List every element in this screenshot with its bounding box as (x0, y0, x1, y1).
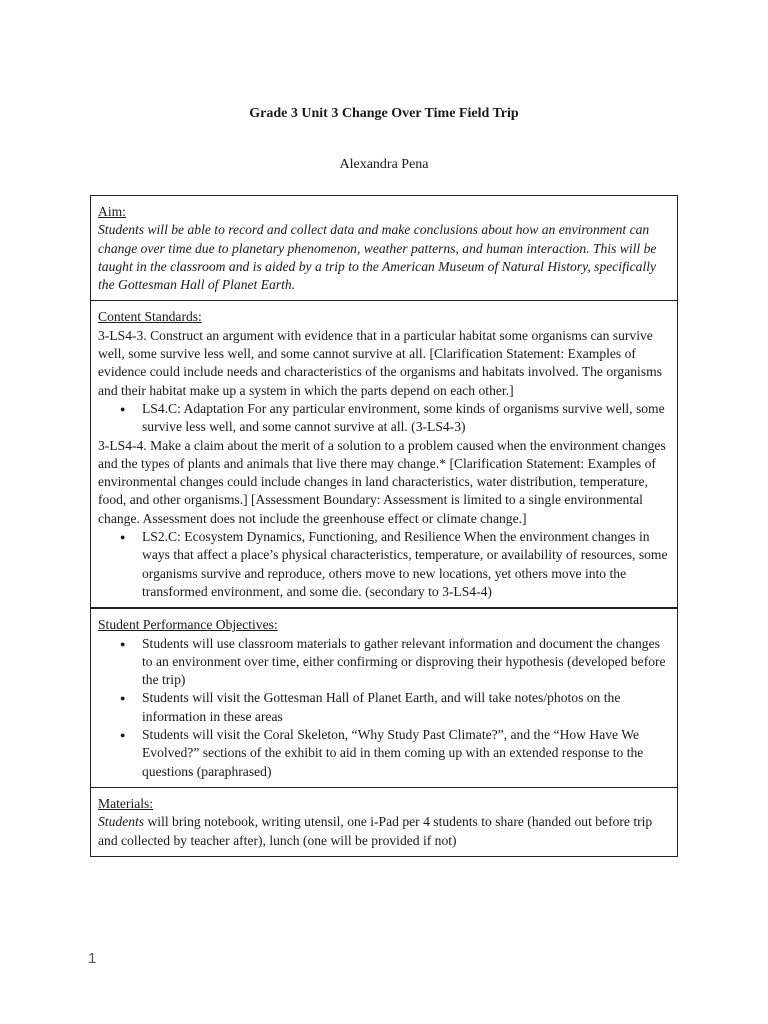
list-item: ● Students will visit the Coral Skeleton, “Why Study Past Climate?”, and the “How Have We Evolved?” sections of the exhibit to aid in them coming up with an extended response to the questions (paraphrased) (142, 726, 670, 781)
objectives-list (98, 635, 670, 781)
list-item: ● LS2.C: Ecosystem Dynamics, Functioning, and Resilience When the environment changes in ways that affect a place’s physical characteristics, temperature, or availability of resources, some organisms survive and reproduce, others move to new locations, yet others move into the transformed environment, and some die. (secondary to 3-LS4-4) (142, 528, 670, 601)
list-item: ● Students will use classroom materials to gather relevant information and document the changes to an environment over time, either confirming or disproving their hypothesis (developed before the trip) (142, 635, 670, 690)
aim-text: Students will be able to record and collect data and make conclusions about how an environment can change over time due to planetary phenomenon, weather patterns, and human interaction. This will be taught in the classroom and is aided by a trip to the American Museum of Natural History, specifically the Gottesman Hall of Planet Earth. (98, 222, 657, 293)
materials-text: will bring notebook, writing utensil, one i-Pad per 4 students to share (handed out before trip and collected by teacher after), lunch (one will be provided if not) (98, 814, 653, 848)
objectives-heading: Student Performance Objectives: (98, 617, 278, 633)
standard-3-ls4-3-bullets (98, 400, 670, 437)
aim-section (91, 196, 677, 300)
materials-heading: Materials: (98, 795, 154, 811)
document-author: Alexandra Pena (339, 157, 429, 172)
aim-heading: Aim: (98, 204, 126, 219)
document-title: Grade 3 Unit 3 Change Over Time Field Trip (249, 106, 519, 121)
objectives-section (91, 607, 677, 787)
list-item: ● Students will visit the Gottesman Hall of Planet Earth, and will take notes/photos on the information in these areas (142, 689, 670, 726)
standard-3-ls4-4: 3-LS4-4. Make a claim about the merit of a solution to a problem caused when the environment changes and the types of plants and animals that live there may change.* [Clarification Statement: Examples of environmental changes could include changes in land characteristics, water distribution, temperature, food, and other organisms.] [Assessment Boundary: Assessment is limited to a single environmental change. Assessment does not include the greenhouse effect or climate change.] (98, 437, 666, 526)
standard-3-ls4-3: 3-LS4-3. Construct an argument with evidence that in a particular habitat some organisms can survive well, some survive less well, and some cannot survive at all. [Clarification Statement: Examples of evidence could include needs and characteristics of the organisms and habitats involved. The organisms and their habitat make up a system in which the parts depend on each other.] (98, 327, 662, 398)
materials-section (91, 787, 677, 856)
list-item: ● LS4.C: Adaptation For any particular environment, some kinds of organisms survive well, some survive less well, and some cannot survive at all. (3-LS4-3) (142, 400, 670, 437)
lesson-plan-table (90, 195, 678, 857)
materials-lead: Students (98, 814, 145, 830)
page-number: 1 (88, 950, 97, 967)
standard-3-ls4-4-bullets (98, 528, 670, 601)
content-standards-section (91, 300, 677, 607)
content-standards-heading: Content Standards: (98, 309, 202, 325)
